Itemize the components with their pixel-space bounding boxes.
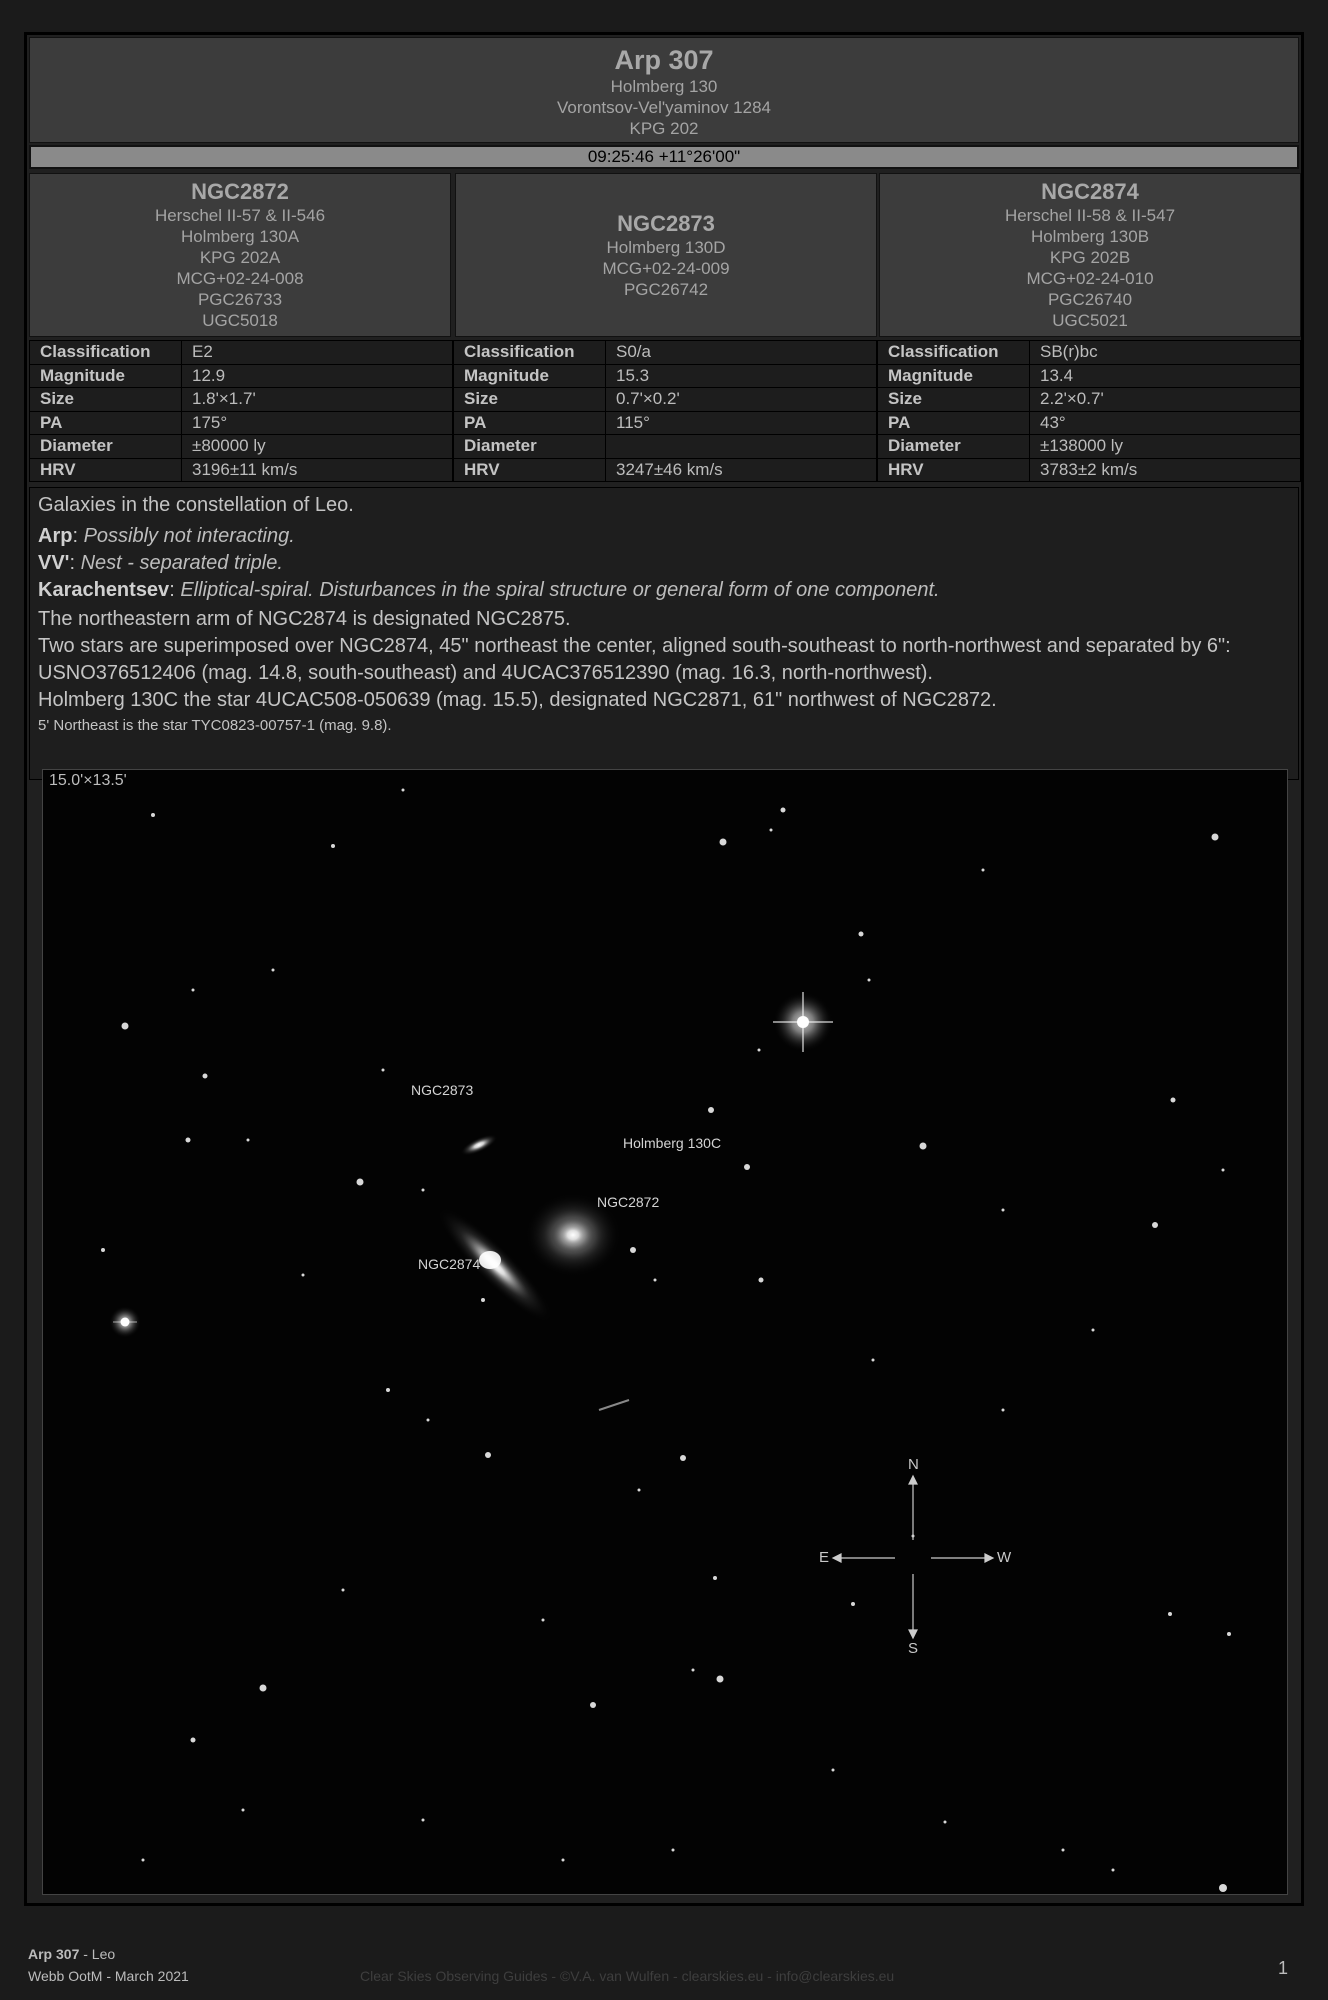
notes-panel [29, 487, 1299, 780]
galaxy-designation: UGC5018 [202, 311, 278, 330]
galaxy-designation: Holmberg 130A [180, 227, 300, 246]
galaxy-designation: MCG+02-24-010 [1026, 269, 1154, 288]
designation-2: Vorontsov-Vel'yaminov 1284 [557, 98, 771, 117]
designation-3: KPG 202 [629, 119, 699, 138]
galaxy-designation: PGC26740 [1047, 290, 1133, 309]
prop-key: Classification [878, 341, 1030, 365]
galaxy-designation: KPG 202B [1049, 248, 1131, 267]
karachentsev-note: Karachentsev: Elliptical-spiral. Disturbances in the spiral structure or general form of one component. [38, 579, 940, 601]
galaxy-designation: PGC26742 [623, 279, 709, 299]
page-number: 1 [1277, 1958, 1288, 1978]
table-row [30, 341, 453, 365]
galaxy-header-ngc2874 [879, 173, 1301, 337]
prop-key: Size [454, 388, 606, 412]
galaxy-designation: UGC5021 [1052, 311, 1128, 330]
properties-table-ngc2874 [877, 340, 1301, 482]
galaxy-name: NGC2874 [1041, 179, 1139, 204]
prop-key: Size [878, 388, 1030, 412]
table-row [878, 388, 1301, 412]
note-small: 5' Northeast is the star TYC0823-00757-1 (mag. 9.8). [38, 717, 392, 734]
arp-note: Arp: Possibly not interacting. [38, 525, 295, 547]
prop-value: 3783±2 km/s [1030, 458, 1301, 482]
karachentsev-text: Elliptical-spiral. Disturbances in the spiral structure or general form of one component. [180, 579, 940, 601]
footer-guide: Webb OotM - March 2021 [28, 1968, 189, 1984]
galaxy-designation: PGC26733 [197, 290, 283, 309]
table-row [878, 458, 1301, 482]
prop-value: 3247±46 km/s [606, 458, 877, 482]
prop-value: 15.3 [606, 364, 877, 388]
galaxy-header-ngc2872 [29, 173, 451, 337]
table-row [878, 341, 1301, 365]
note-line: Two stars are superimposed over NGC2874, 45" northeast the center, aligned south-southeast to north-northwest and separated by 6": USNO376512406 (mag. 14.8, south-southeast) and 4UCAC376512390 (mag. 16.3, north-northwest). [38, 635, 1231, 684]
compass-north: N [908, 1456, 919, 1473]
star-field [43, 770, 1287, 1894]
properties-table-ngc2873 [453, 340, 877, 482]
footer-object-name: Arp 307 [28, 1946, 80, 1962]
table-row [454, 364, 877, 388]
properties-table-ngc2872 [29, 340, 453, 482]
prop-key: Magnitude [30, 364, 182, 388]
constellation-note: Galaxies in the constellation of Leo. [38, 494, 354, 516]
prop-key: PA [30, 411, 182, 435]
galaxy-image [42, 769, 1288, 1895]
prop-value: 3196±11 km/s [182, 458, 453, 482]
prop-key: PA [878, 411, 1030, 435]
prop-value: S0/a [606, 341, 877, 365]
prop-value: E2 [182, 341, 453, 365]
galaxy-name: NGC2872 [191, 179, 289, 204]
table-row [30, 411, 453, 435]
table-row [454, 458, 877, 482]
prop-value: 1.8'×1.7' [182, 388, 453, 412]
galaxy-designation: KPG 202A [199, 248, 281, 267]
galaxy-header-ngc2873 [455, 173, 877, 337]
prop-value: ±138000 ly [1030, 435, 1301, 459]
label-ngc2872: NGC2872 [597, 1194, 660, 1210]
note-line: Holmberg 130C the star 4UCAC508-050639 (mag. 15.5), designated NGC2871, 61" northwest of NGC2872. [38, 689, 997, 711]
table-row [454, 341, 877, 365]
coordinates-bar: 09:25:46 +11°26'00" [29, 145, 1299, 169]
arp-label: Arp [38, 525, 73, 547]
label-ngc2873: NGC2873 [411, 1082, 474, 1098]
galaxy-designation: Herschel II-58 & II-547 [1004, 206, 1176, 225]
vv-note: VV': Nest - separated triple. [38, 552, 283, 574]
prop-value: 175° [182, 411, 453, 435]
galaxy-designation: Holmberg 130B [1030, 227, 1150, 246]
prop-key: Magnitude [878, 364, 1030, 388]
table-row [878, 364, 1301, 388]
prop-key: HRV [30, 458, 182, 482]
footer-credit: Clear Skies Observing Guides - ©V.A. van Wulfen - clearskies.eu - info@clearskies.eu [360, 1968, 895, 1984]
table-row [878, 435, 1301, 459]
designation-1: Holmberg 130 [610, 77, 718, 96]
karachentsev-label: Karachentsev [38, 579, 170, 601]
prop-key: PA [454, 411, 606, 435]
note-line: The northeastern arm of NGC2874 is designated NGC2875. [38, 608, 571, 630]
prop-value: 43° [1030, 411, 1301, 435]
prop-value: ±80000 ly [182, 435, 453, 459]
vv-label: VV' [38, 552, 70, 574]
prop-key: Diameter [454, 435, 606, 459]
table-row [30, 435, 453, 459]
galaxy-designation: Herschel II-57 & II-546 [154, 206, 326, 225]
table-row [30, 364, 453, 388]
prop-value: 0.7'×0.2' [606, 388, 877, 412]
table-row [454, 411, 877, 435]
label-holmberg-130c: Holmberg 130C [623, 1135, 722, 1151]
galaxy-designation: Holmberg 130D [606, 237, 726, 257]
table-row [30, 458, 453, 482]
table-row [878, 411, 1301, 435]
compass-west: W [997, 1549, 1012, 1566]
prop-key: HRV [878, 458, 1030, 482]
prop-value: SB(r)bc [1030, 341, 1301, 365]
prop-key: Diameter [878, 435, 1030, 459]
field-of-view-label: 15.0'×13.5' [49, 772, 127, 789]
table-row [454, 435, 877, 459]
footer-object [28, 1946, 115, 1962]
page-frame [24, 32, 1304, 1906]
table-row [30, 388, 453, 412]
prop-value: 115° [606, 411, 877, 435]
prop-value [606, 435, 877, 459]
header-panel [29, 37, 1299, 143]
prop-key: Size [30, 388, 182, 412]
prop-key: Classification [30, 341, 182, 365]
prop-key: HRV [454, 458, 606, 482]
vv-text: Nest - separated triple. [80, 552, 283, 574]
footer-constellation: - Leo [79, 1946, 116, 1962]
label-ngc2874: NGC2874 [418, 1256, 481, 1272]
prop-value: 12.9 [182, 364, 453, 388]
table-row [454, 388, 877, 412]
galaxy-designation: MCG+02-24-008 [176, 269, 304, 288]
compass-south: S [908, 1640, 919, 1657]
galaxy-name: NGC2873 [617, 210, 715, 236]
page-title: Arp 307 [614, 45, 714, 75]
prop-key: Diameter [30, 435, 182, 459]
prop-key: Magnitude [454, 364, 606, 388]
galaxy-designation: MCG+02-24-009 [602, 258, 730, 278]
prop-value: 13.4 [1030, 364, 1301, 388]
prop-key: Classification [454, 341, 606, 365]
arp-text: Possibly not interacting. [83, 525, 295, 547]
prop-value: 2.2'×0.7' [1030, 388, 1301, 412]
compass-east: E [819, 1549, 830, 1566]
